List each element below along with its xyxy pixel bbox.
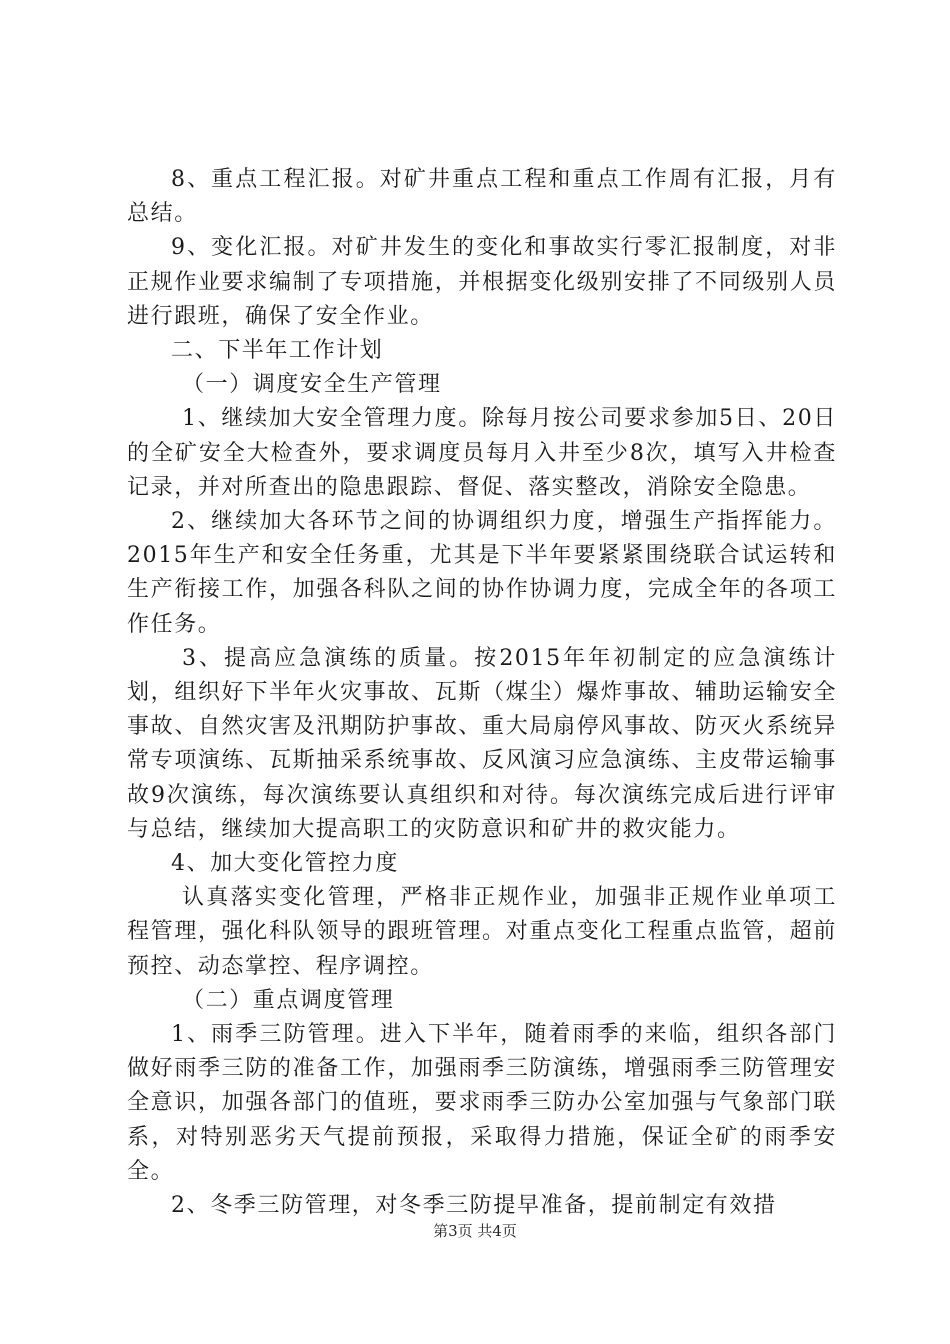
paragraph-rainy-season: 1、雨季三防管理。进入下半年，随着雨季的来临，组织各部门做好雨季三防的准备工作，加强雨季三防演练，增强雨季三防管理安全意识，加强各部门的值班，要求雨季三防办公室加强与气象部门联系，对特别恶劣天气提前预报，采取得力措施，保证全矿的雨季安全。 bbox=[127, 1022, 837, 1184]
subsection-heading-dispatch: （二）重点调度管理 bbox=[182, 987, 395, 1013]
page-number-footer: 第3页 共4页 bbox=[433, 1222, 517, 1240]
paragraph-winter-season: 2、冬季三防管理，对冬季三防提早准备，提前制定有效措 bbox=[171, 1193, 777, 1219]
paragraph-safety-management: 1、继续加大安全管理力度。除每月按公司要求参加5日、20日的全矿安全大检查外，要求调度员每月入井至少8次，填写入井检查记录，并对所查出的隐患跟踪、督促、落实整改，消除安全隐患。 bbox=[127, 406, 837, 500]
paragraph-change-control-heading: 4、加大变化管控力度 bbox=[171, 851, 399, 877]
paragraph-item-9-report: 9、变化汇报。对矿井发生的变化和事故实行零汇报制度，对非正规作业要求编制了专项措施，并根据变化级别安排了不同级别人员进行跟班，确保了安全作业。 bbox=[127, 235, 837, 329]
paragraph-coordination: 2、继续加大各环节之间的协调组织力度，增强生产指挥能力。2015年生产和安全任务重，尤其是下半年要紧紧围绕联合试运转和生产衔接工作，加强各科队之间的协作协调力度，完成全年的各项工作任务。 bbox=[127, 509, 837, 637]
document-body bbox=[127, 163, 837, 1223]
section-heading-plan: 二、下半年工作计划 bbox=[171, 338, 384, 364]
paragraph-item-8-report: 8、重点工程汇报。对矿井重点工程和重点工作周有汇报，月有总结。 bbox=[127, 167, 837, 227]
paragraph-emergency-drill: 3、提高应急演练的质量。按2015年年初制定的应急演练计划，组织好下半年火灾事故、瓦斯（煤尘）爆炸事故、辅助运输安全事故、自然灾害及汛期防护事故、重大局扇停风事故、防灭火系统异常专项演练、瓦斯抽采系统事故、反风演习应急演练、主皮带运输事故9次演练，每次演练要认真组织和对待。每次演练完成后进行评审与总结，继续加大提高职工的灾防意识和矿井的救灾能力。 bbox=[127, 645, 837, 842]
paragraph-change-control: 认真落实变化管理，严格非正规作业，加强非正规作业单项工程管理，强化科队领导的跟班管理。对重点变化工程重点监管，超前预控、动态掌控、程序调控。 bbox=[127, 885, 837, 979]
subsection-heading-safety: （一）调度安全生产管理 bbox=[182, 372, 442, 398]
